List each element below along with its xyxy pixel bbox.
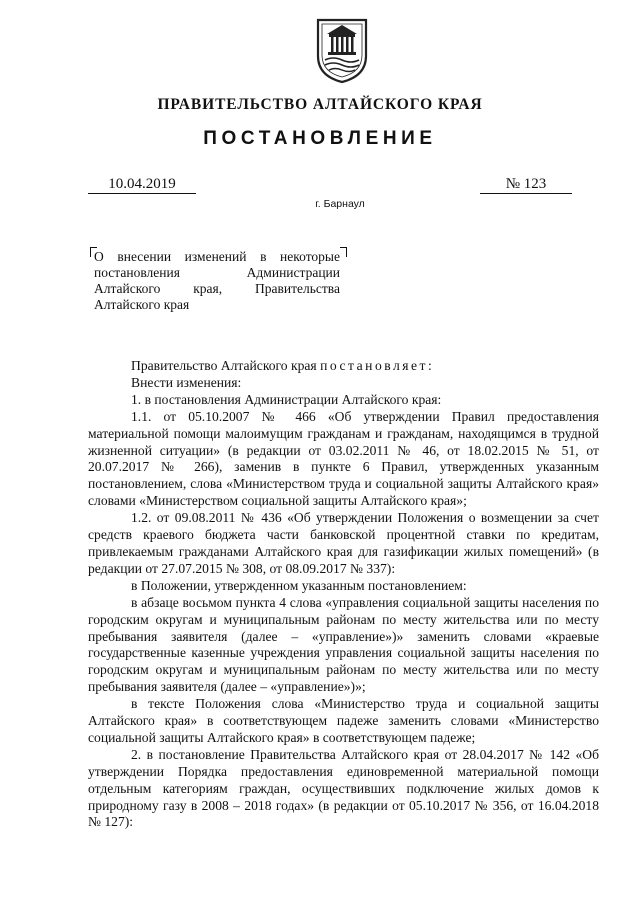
body-paragraph: 1.1. от 05.10.2007 № 466 «Об утверждении Правил предоставления материальной помощи малоимущим гражданам и гражданам, находящимся в трудной жизненной ситуации» (в редакции от 03.02.2011 № 46, от 18.02.2015 № 51, от 20.07.2017 № 266), заменив в пункте 6 Правил, утвержденных указанным постановлением, слова «Министерством труда и социальной защиты Алтайского края» словами «Министерством социальной защиты Алтайского края»; bbox=[88, 408, 599, 509]
body-paragraph: Внести изменения: bbox=[131, 374, 242, 390]
document-type: ПОСТАНОВЛЕНИЕ bbox=[203, 128, 437, 149]
document-city: г. Барнаул bbox=[315, 198, 365, 210]
document-body bbox=[88, 358, 599, 831]
body-paragraph: 2. в постановление Правительства Алтайского края от 28.04.2017 № 142 «Об утверждении Порядка предоставления единовременной материальной помощи отдельным категориям граждан, осуществивших подключение жилых домов к природному газу в 2008 – 2018 годах» (в редакции от 05.10.2017 № 356, от 16.04.2018 № 127): bbox=[88, 746, 599, 830]
body-intro bbox=[88, 358, 599, 375]
document-subject: О внесении изменений в некоторые постановления Администрации Алтайского края, Правительства Алтайского края bbox=[94, 249, 340, 312]
body-paragraph: 1.2. от 09.08.2011 № 436 «Об утверждении Положения о возмещении за счет средств краевого бюджета части банковской процентной ставки по кредитам, привлекаемым гражданами Алтайского края для газификации жилых помещений» (в редакции от 27.07.2015 № 308, от 08.09.2017 № 337): bbox=[88, 510, 599, 576]
body-paragraph: в тексте Положения слова «Министерство труда и социальной защиты Алтайского края» в соответствующем падеже заменить словами «Министерство социальной защиты Алтайского края» в соответствующем падеже; bbox=[88, 696, 599, 745]
body-paragraph: в Положении, утвержденном указанным постановлением: bbox=[131, 577, 467, 593]
body-paragraph: в абзаце восьмом пункта 4 слова «управления социальной защиты населения по городским округам и муниципальным районам по месту жительства или по месту пребывания заявителя (далее – «управление»)» заменить словами «краевые государственные казенные учреждения управления социальной защиты населения по городским округам и муниципальным районам по месту жительства или по месту пребывания заявителя (далее – «управление»)»; bbox=[88, 594, 599, 695]
body-intro-prefix: Правительство Алтайского края bbox=[131, 358, 317, 373]
document-date: 10.04.2019 bbox=[88, 176, 196, 194]
government-name: ПРАВИТЕЛЬСТВО АЛТАЙСКОГО КРАЯ bbox=[157, 96, 483, 113]
subject-corner-right bbox=[340, 247, 347, 257]
document-number: № 123 bbox=[480, 176, 572, 194]
body-intro-verb: постановляет: bbox=[320, 358, 435, 373]
coat-of-arms-icon bbox=[315, 14, 369, 84]
body-paragraph: 1. в постановления Администрации Алтайского края: bbox=[131, 391, 442, 407]
